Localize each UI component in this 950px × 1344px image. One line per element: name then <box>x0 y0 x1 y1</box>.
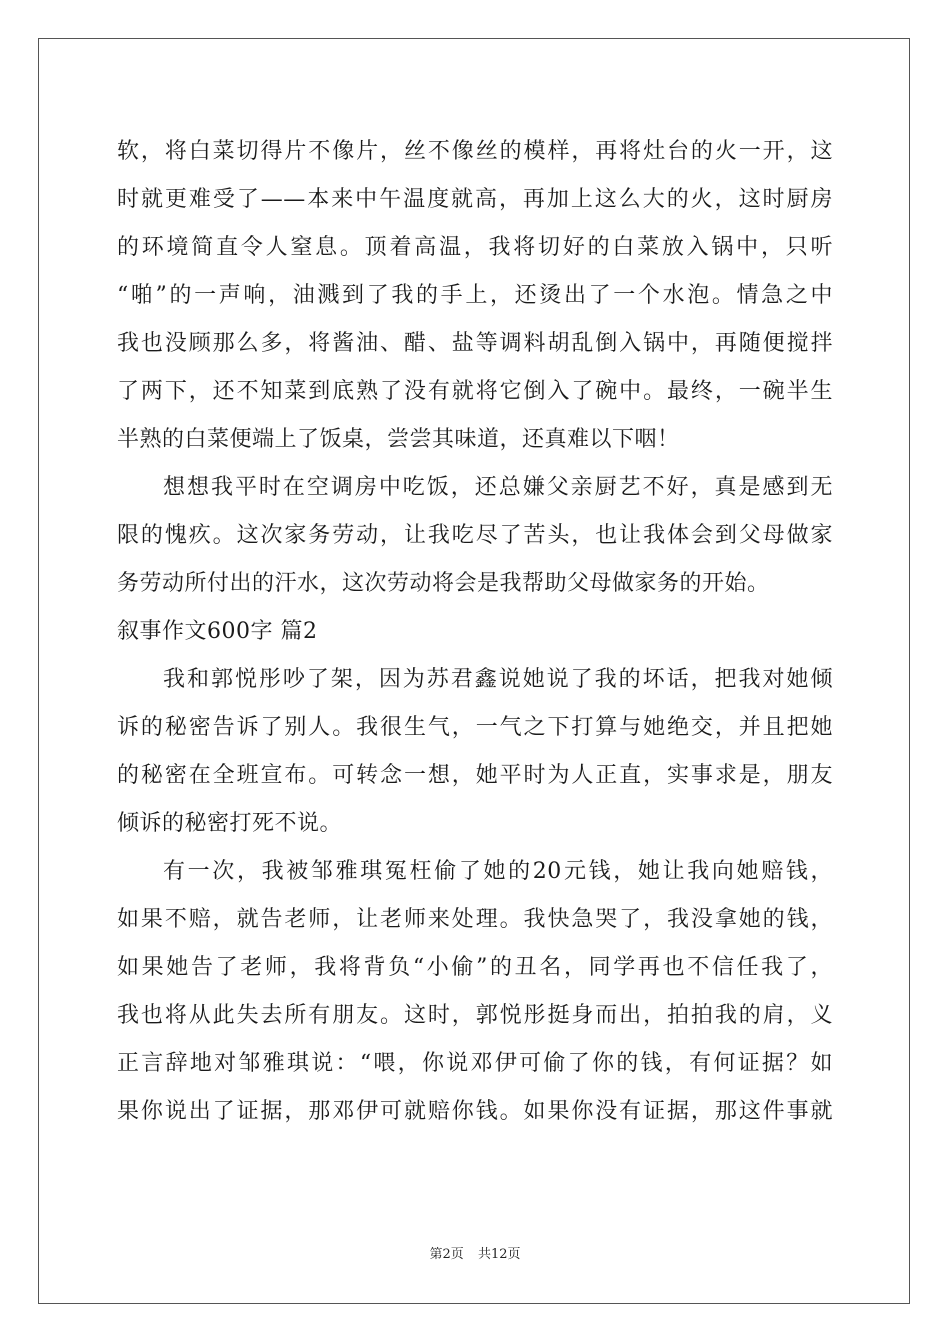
text-line: 果你说出了证据，那邓伊可就赔你钱。如果你没有证据，那这件事就 <box>117 1099 833 1124</box>
text-line: 限的愧疚。这次家务劳动，让我吃尽了苦头，也让我体会到父母做家 <box>117 523 833 548</box>
page-footer <box>0 1243 950 1262</box>
text-line: 正言辞地对邹雅琪说：“喂，你说邓伊可偷了你的钱，有何证据？如 <box>117 1051 833 1076</box>
text-line: 如果不赔，就告老师，让老师来处理。我快急哭了，我没拿她的钱， <box>117 907 833 932</box>
text-line: 如果她告了老师，我将背负“小偷”的丑名，同学再也不信任我了， <box>117 955 833 980</box>
text-line: 了两下，还不知菜到底熟了没有就将它倒入了碗中。最终，一碗半生 <box>117 379 833 404</box>
text-line: 叙事作文600字 篇2 <box>117 619 318 644</box>
page-total: 共12页 <box>477 1247 521 1262</box>
text-line: “啪”的一声响，油溅到了我的手上，还烫出了一个水泡。情急之中 <box>117 283 833 308</box>
text-line: 时就更难受了——本来中午温度就高，再加上这么大的火，这时厨房 <box>117 187 833 212</box>
text-line: 务劳动所付出的汗水，这次劳动将会是我帮助父母做家务的开始。 <box>117 571 770 596</box>
text-line: 的秘密在全班宣布。可转念一想，她平时为人正直，实事求是，朋友 <box>117 763 833 788</box>
text-line: 想想我平时在空调房中吃饭，还总嫌父亲厨艺不好，真是感到无 <box>163 475 833 500</box>
text-line: 的环境简直令人窒息。顶着高温，我将切好的白菜放入锅中，只听 <box>117 235 833 260</box>
text-line: 软，将白菜切得片不像片，丝不像丝的模样，再将灶台的火一开，这 <box>117 139 833 164</box>
document-body <box>117 128 833 1136</box>
text-line: 倾诉的秘密打死不说。 <box>117 811 343 836</box>
text-line: 我和郭悦彤吵了架，因为苏君鑫说她说了我的坏话，把我对她倾 <box>163 667 833 692</box>
page-number: 第2页 <box>429 1247 464 1262</box>
text-line: 我也将从此失去所有朋友。这时，郭悦彤挺身而出，拍拍我的肩，义 <box>117 1003 833 1028</box>
text-line: 诉的秘密告诉了别人。我很生气，一气之下打算与她绝交，并且把她 <box>117 715 833 740</box>
text-line: 半熟的白菜便端上了饭桌，尝尝其味道，还真难以下咽！ <box>117 427 680 452</box>
text-line: 我也没顾那么多，将酱油、醋、盐等调料胡乱倒入锅中，再随便搅拌 <box>117 331 833 356</box>
text-line: 有一次，我被邹雅琪冤枉偷了她的20元钱，她让我向她赔钱， <box>163 859 833 884</box>
